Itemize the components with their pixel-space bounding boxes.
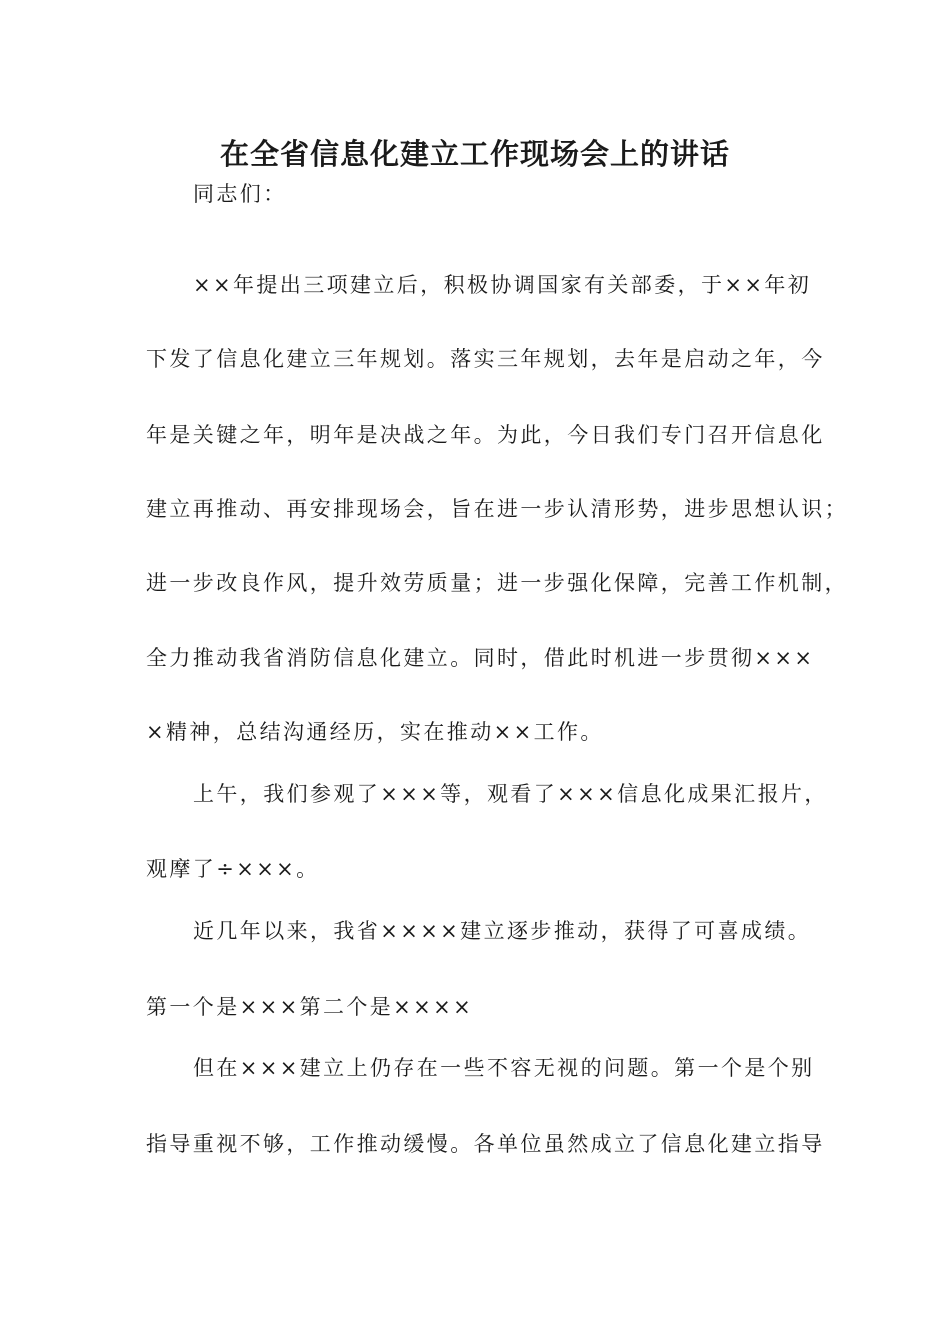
paragraph-line: 年是关键之年，明年是决战之年。为此，今日我们专门召开信息化 — [146, 423, 825, 447]
paragraph-line: 近几年以来，我省××××建立逐步推动，获得了可喜成绩。 — [193, 919, 812, 943]
paragraph-line: 进一步改良作风，提升效劳质量；进一步强化保障，完善工作机制， — [146, 571, 848, 595]
paragraph-line: 观摩了÷×××。 — [146, 857, 320, 881]
paragraph-line: ×精神，总结沟通经历，实在推动××工作。 — [146, 720, 604, 744]
paragraph-line: 上午，我们参观了×××等，观看了×××信息化成果汇报片， — [193, 782, 828, 806]
paragraph-line: 下发了信息化建立三年规划。落实三年规划，去年是启动之年，今 — [146, 347, 825, 371]
paragraph-line: 但在×××建立上仍存在一些不容无视的问题。第一个是个别 — [193, 1056, 815, 1080]
salutation: 同志们： — [193, 182, 287, 206]
page-title: 在全省信息化建立工作现场会上的讲话 — [219, 137, 730, 171]
paragraph-line: 全力推动我省消防信息化建立。同时，借此时机进一步贯彻××× — [146, 646, 815, 670]
paragraph-line: 第一个是×××第二个是×××× — [146, 995, 474, 1019]
paragraph-line: 建立再推动、再安排现场会，旨在进一步认清形势，进步思想认识； — [146, 497, 848, 521]
paragraph-line: ××年提出三项建立后，积极协调国家有关部委，于××年初 — [193, 273, 812, 297]
paragraph-line: 指导重视不够，工作推动缓慢。各单位虽然成立了信息化建立指导 — [146, 1132, 825, 1156]
